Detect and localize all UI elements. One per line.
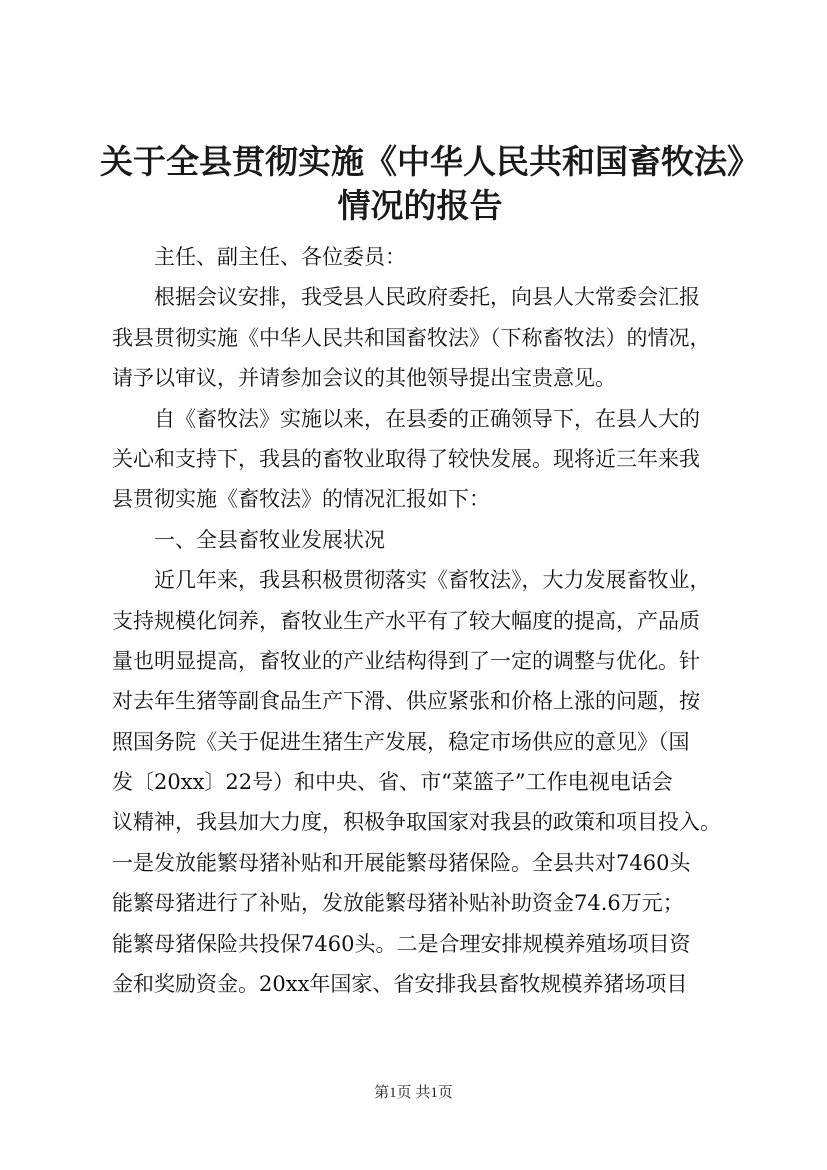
body-line: 请予以审议，并请参加会议的其他领导提出宝贵意见。 [112, 366, 616, 391]
body-line: 支持规模化饲养，畜牧业生产水平有了较大幅度的提高，产品质 [112, 608, 700, 633]
body-line: 关心和支持下，我县的畜牧业取得了较快发展。现将近三年来我 [112, 446, 700, 471]
body-line: 县贯彻实施《畜牧法》的情况汇报如下： [112, 487, 490, 512]
body-line: 我县贯彻实施《中华人民共和国畜牧法》（下称畜牧法）的情况， [112, 325, 711, 350]
title-line-2: 情况的报告 [337, 186, 503, 225]
document-body [112, 237, 724, 1004]
body-line: 对去年生猪等副食品生产下滑、供应紧张和价格上涨的问题，按 [112, 689, 700, 714]
body-line: 能繁母猪保险共投保7460头。二是合理安排规模养殖场项目资 [112, 931, 691, 956]
body-line: 根据会议安排，我受县人民政府委托，向县人大常委会汇报 [112, 285, 700, 310]
body-line: 议精神，我县加大力度，积极争取国家对我县的政策和项目投入。 [112, 810, 721, 835]
document-title [100, 140, 760, 228]
body-line: 能繁母猪进行了补贴，发放能繁母猪补贴补助资金74.6万元； [112, 891, 684, 916]
page-footer: 第1页 共1页 [374, 1085, 453, 1101]
body-line: 自《畜牧法》实施以来，在县委的正确领导下，在县人大的 [112, 406, 700, 431]
body-line: 量也明显提高，畜牧业的产业结构得到了一定的调整与优化。针 [112, 648, 700, 673]
body-line: 一、全县畜牧业发展状况 [112, 527, 385, 552]
body-line: 近几年来，我县积极贯彻落实《畜牧法》，大力发展畜牧业， [112, 568, 711, 593]
body-line: 金和奖励资金。20xx年国家、省安排我县畜牧规模养猪场项目 [112, 972, 688, 997]
body-line: 一是发放能繁母猪补贴和开展能繁母猪保险。全县共对7460头 [112, 850, 691, 875]
title-line-1: 关于全县贯彻实施《中华人民共和国畜牧法》 [100, 142, 760, 181]
body-line: 主任、副主任、各位委员： [112, 245, 406, 269]
body-line: 照国务院《关于促进生猪生产发展，稳定市场供应的意见》（国 [112, 729, 690, 754]
body-line: 发〔20xx〕22号）和中央、省、市“菜篮子”工作电视电话会 [112, 770, 673, 795]
